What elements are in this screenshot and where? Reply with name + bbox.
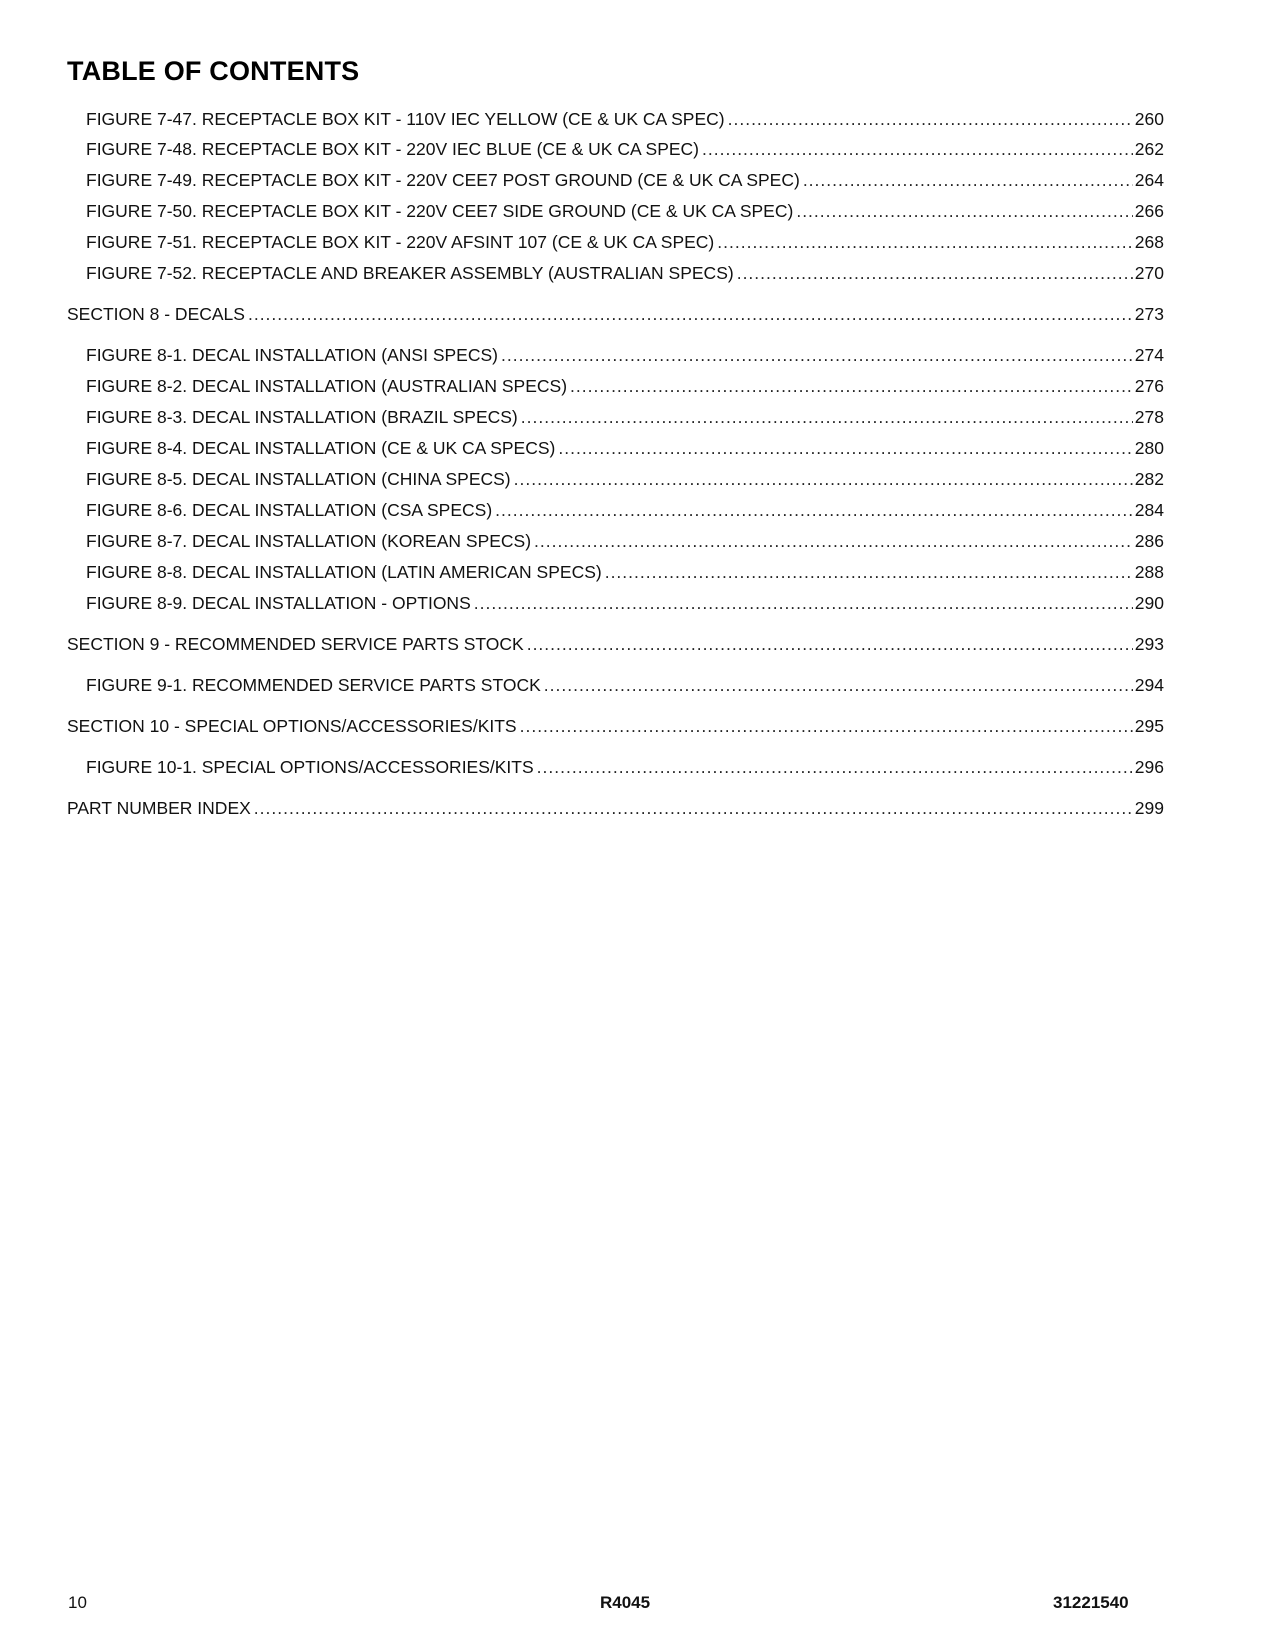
- toc-entry-page: 260: [1134, 109, 1164, 129]
- dot-leader: [717, 231, 1133, 253]
- dot-leader: [495, 499, 1133, 521]
- toc-entry-figure-8-2[interactable]: [86, 375, 1164, 397]
- dot-leader: [544, 674, 1133, 696]
- toc-entry-page: 288: [1134, 562, 1164, 582]
- footer-page-number: 10: [68, 1593, 87, 1612]
- toc-entry-label: FIGURE 10-1. SPECIAL OPTIONS/ACCESSORIES/KITS: [86, 757, 534, 777]
- toc-entry-page: 286: [1134, 531, 1164, 551]
- toc-entry-figure-10-1[interactable]: [86, 756, 1164, 778]
- toc-entry-label: SECTION 8 - DECALS: [67, 304, 245, 324]
- toc-entry-label: FIGURE 7-50. RECEPTACLE BOX KIT - 220V CEE7 SIDE GROUND (CE & UK CA SPEC): [86, 201, 794, 221]
- toc-entry-label: FIGURE 7-51. RECEPTACLE BOX KIT - 220V AFSINT 107 (CE & UK CA SPEC): [86, 232, 715, 252]
- dot-leader: [248, 303, 1133, 325]
- toc-entry-figure-7-50[interactable]: [86, 200, 1164, 222]
- dot-leader: [728, 108, 1133, 130]
- footer-doc-number: 31221540: [1053, 1593, 1129, 1612]
- toc-entry-label: FIGURE 7-47. RECEPTACLE BOX KIT - 110V IEC YELLOW (CE & UK CA SPEC): [86, 109, 725, 129]
- dot-leader: [605, 561, 1133, 583]
- toc-entry-section-8[interactable]: [67, 303, 1164, 325]
- dot-leader: [737, 262, 1133, 284]
- toc-entry-page: 278: [1134, 407, 1164, 427]
- dot-leader: [534, 530, 1133, 552]
- toc-entry-label: FIGURE 7-49. RECEPTACLE BOX KIT - 220V CEE7 POST GROUND (CE & UK CA SPEC): [86, 170, 800, 190]
- toc-entry-figure-8-5[interactable]: [86, 468, 1164, 490]
- toc-entry-figure-8-6[interactable]: [86, 499, 1164, 521]
- toc-entry-page: 266: [1134, 201, 1164, 221]
- toc-entry-label: FIGURE 7-48. RECEPTACLE BOX KIT - 220V IEC BLUE (CE & UK CA SPEC): [86, 139, 700, 159]
- toc-entry-page: 282: [1134, 469, 1164, 489]
- toc-entry-figure-8-9[interactable]: [86, 592, 1164, 614]
- toc-entry-page: 270: [1134, 263, 1164, 283]
- dot-leader: [501, 344, 1133, 366]
- toc-entry-page: 284: [1134, 500, 1164, 520]
- toc-entry-section-9[interactable]: [67, 633, 1164, 655]
- dot-leader: [558, 437, 1132, 459]
- toc-entry-label: PART NUMBER INDEX: [67, 798, 251, 818]
- toc-entry-page: 299: [1134, 798, 1164, 818]
- toc-entry-figure-8-4[interactable]: [86, 437, 1164, 459]
- toc-entry-page: 276: [1134, 376, 1164, 396]
- toc-entry-figure-8-7[interactable]: [86, 530, 1164, 552]
- toc-entry-label: SECTION 9 - RECOMMENDED SERVICE PARTS STOCK: [67, 634, 524, 654]
- toc-entry-label: SECTION 10 - SPECIAL OPTIONS/ACCESSORIES/KITS: [67, 716, 517, 736]
- toc-entry-figure-7-51[interactable]: [86, 231, 1164, 253]
- toc-entry-figure-9-1[interactable]: [86, 674, 1164, 696]
- toc-entry-label: FIGURE 8-3. DECAL INSTALLATION (BRAZIL SPECS): [86, 407, 518, 427]
- toc-entry-label: FIGURE 8-6. DECAL INSTALLATION (CSA SPECS): [86, 500, 493, 520]
- toc-entry-label: FIGURE 8-1. DECAL INSTALLATION (ANSI SPECS): [86, 345, 498, 365]
- dot-leader: [514, 468, 1133, 490]
- toc-entry-page: 296: [1134, 757, 1164, 777]
- toc-entry-label: FIGURE 9-1. RECOMMENDED SERVICE PARTS STOCK: [86, 675, 541, 695]
- toc-entry-page: 280: [1134, 438, 1164, 458]
- toc-entry-label: FIGURE 8-8. DECAL INSTALLATION (LATIN AMERICAN SPECS): [86, 562, 602, 582]
- toc-entry-figure-7-48[interactable]: [86, 138, 1164, 160]
- dot-leader: [527, 633, 1133, 655]
- dot-leader: [537, 756, 1133, 778]
- toc-entry-label: FIGURE 8-2. DECAL INSTALLATION (AUSTRALIAN SPECS): [86, 376, 568, 396]
- dot-leader: [520, 715, 1133, 737]
- toc-entry-section-10[interactable]: [67, 715, 1164, 737]
- toc-entry-figure-8-3[interactable]: [86, 406, 1164, 428]
- toc-entry-figure-8-8[interactable]: [86, 561, 1164, 583]
- toc-entry-figure-7-52[interactable]: [86, 262, 1164, 284]
- dot-leader: [803, 169, 1133, 191]
- dot-leader: [796, 200, 1132, 222]
- toc-entry-page: 290: [1134, 593, 1164, 613]
- toc-entry-page: 268: [1134, 232, 1164, 252]
- dot-leader: [474, 592, 1133, 614]
- toc-entry-figure-7-49[interactable]: [86, 169, 1164, 191]
- dot-leader: [702, 138, 1133, 160]
- footer-model: R4045: [600, 1593, 651, 1612]
- page-title: TABLE OF CONTENTS: [67, 56, 360, 86]
- toc-entry-label: FIGURE 8-9. DECAL INSTALLATION - OPTIONS: [86, 593, 471, 613]
- toc-entry-page: 295: [1134, 716, 1164, 736]
- toc-entry-page: 293: [1134, 634, 1164, 654]
- toc-entry-page: 274: [1134, 345, 1164, 365]
- toc-entry-label: FIGURE 8-4. DECAL INSTALLATION (CE & UK CA SPECS): [86, 438, 556, 458]
- dot-leader: [254, 797, 1133, 819]
- toc-entry-page: 262: [1134, 139, 1164, 159]
- toc-entry-page: 273: [1134, 304, 1164, 324]
- toc-entry-label: FIGURE 7-52. RECEPTACLE AND BREAKER ASSEMBLY (AUSTRALIAN SPECS): [86, 263, 734, 283]
- toc-entry-figure-7-47[interactable]: [86, 108, 1164, 130]
- toc-entry-page: 264: [1134, 170, 1164, 190]
- toc-entry-label: FIGURE 8-5. DECAL INSTALLATION (CHINA SPECS): [86, 469, 511, 489]
- toc-entry-page: 294: [1134, 675, 1164, 695]
- toc-entry-label: FIGURE 8-7. DECAL INSTALLATION (KOREAN SPECS): [86, 531, 532, 551]
- dot-leader: [521, 406, 1133, 428]
- dot-leader: [570, 375, 1133, 397]
- toc-entry-figure-8-1[interactable]: [86, 344, 1164, 366]
- toc-entry-part-number-index[interactable]: [67, 797, 1164, 819]
